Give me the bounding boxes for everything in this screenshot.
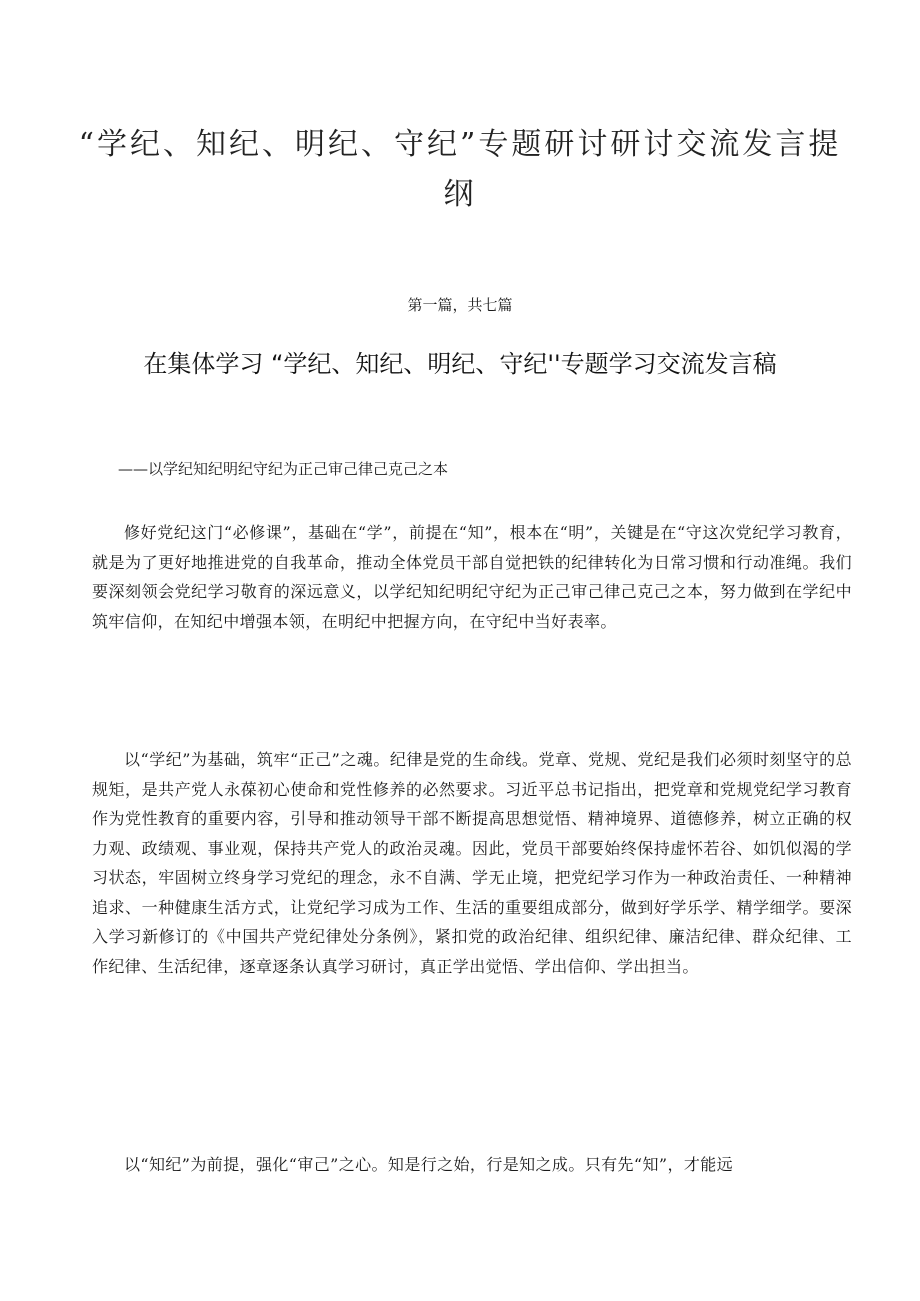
- section-subtitle: ——以学纪知纪明纪守纪为正己审己律己克己之本: [118, 460, 449, 478]
- part-label: 第一篇，共七篇: [407, 296, 513, 314]
- document-title: “学纪、知纪、明纪、守纪”专题研讨研讨交流发言提纲: [78, 127, 842, 212]
- paragraph-know-discipline: 以“知纪”为前提，强化“审己”之心。知是行之始，行是知之成。只有先“知”，才能远: [124, 1155, 734, 1174]
- paragraph-study-discipline: 以“学纪”为基础，筑牢“正己”之魂。纪律是党的生命线。党章、党规、党纪是我们必须时刻坚守的总规矩，是共产党人永葆初心使命和党性修养的必然要求。习近平总书记指出，把党章和党规党纪学习教育作为党性教育的重要内容，引导和推动领导干部不断提高思想觉悟、精神境界、道德修养，树立正确的权力观、政绩观、事业观，保持共产党人的政治灵魂。因此，党员干部要始终保持虚怀若谷、如饥似渴的学习状态，牢固树立终身学习党纪的理念，永不自满、学无止境，把党纪学习作为一种政治责任、一种精神追求、一种健康生活方式，让党纪学习成为工作、生活的重要组成部分，做到好学乐学、精学细学。要深入学习新修订的《中国共产党纪律处分条例》，紧扣党的政治纪律、组织纪律、廉洁纪律、群众纪律、工作纪律、生活纪律，逐章逐条认真学习研讨，真正学出觉悟、学出信仰、学出担当。: [92, 750, 852, 976]
- paragraph-intro: 修好党纪这门“必修课”，基础在“学”，前提在“知”，根本在“明”，关键是在“守这次党纪学习教育，就是为了更好地推进党的自我革命，推动全体党员干部自觉把铁的纪律转化为日常习惯和行动准绳。我们要深刻领会党纪学习敬育的深远意义，以学纪知纪明纪守纪为正己审己律己克己之本，努力做到在学纪中筑牢信仰，在知纪中增强本领，在明纪中把握方向，在守纪中当好表率。: [92, 523, 852, 631]
- section-title: 在集体学习 “学纪、知纪、明纪、守纪''专题学习交流发言稿: [143, 350, 777, 378]
